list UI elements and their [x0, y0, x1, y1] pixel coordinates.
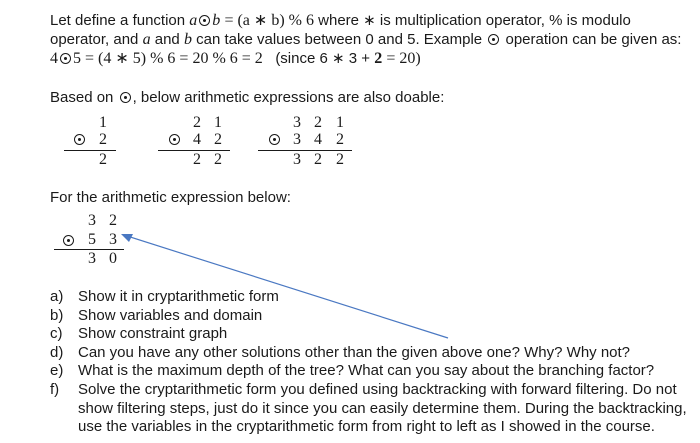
- digit: 2: [109, 212, 117, 229]
- list-item-cont: [50, 418, 655, 437]
- since-text: (since 6 ∗ 3 +: [275, 50, 371, 67]
- digit: 3: [88, 250, 96, 267]
- digit: 3: [293, 114, 301, 131]
- var-b: b: [212, 12, 221, 29]
- list-text: Show variables and domain: [78, 306, 263, 324]
- digit: 2: [99, 131, 107, 148]
- digit: 0: [109, 250, 117, 267]
- digit: 3: [109, 231, 117, 248]
- and-text: and: [154, 31, 180, 48]
- list-label: b): [50, 306, 64, 324]
- digit: 5: [88, 231, 96, 248]
- list-item: [50, 325, 227, 344]
- list-text: What is the maximum depth of the tree? What can you say about the branching factor?: [78, 362, 655, 380]
- based-on-text-2: , below arithmetic expressions are also doable:: [132, 89, 445, 106]
- intro-text-cont: where ∗ is multiplication operator, % is modulo: [318, 12, 631, 29]
- digit: 2: [193, 114, 201, 131]
- intro-text-3: can take values between 0 and 5. Example: [196, 31, 483, 48]
- list-text: Can you have any other solutions other than the given above one? Why? Why not?: [78, 343, 631, 361]
- list-item: [50, 344, 630, 363]
- intro-text: Let define a function: [50, 12, 186, 29]
- digit: 2: [336, 131, 344, 148]
- digit: 4: [193, 131, 201, 148]
- list-item: [50, 381, 677, 400]
- list-item: [50, 362, 654, 381]
- list-text: use the variables in the cryptarithmetic form from right to left as I showed in the course.: [78, 418, 655, 436]
- var-a: a: [189, 12, 198, 29]
- digit: 4: [314, 131, 322, 148]
- list-label: c): [50, 325, 63, 343]
- digit: 1: [99, 114, 107, 131]
- digit: 2: [314, 114, 322, 131]
- list-item: [50, 288, 279, 307]
- list-item: [50, 307, 262, 326]
- digit: 1: [214, 114, 222, 131]
- list-text: Solve the cryptarithmetic form you defined using backtracking with forward filtering. Do not: [78, 381, 677, 398]
- digit: 1: [336, 114, 344, 131]
- digit: 3: [293, 151, 301, 168]
- list-item-cont: [50, 400, 687, 419]
- intro-text-2: operator, and: [50, 31, 139, 48]
- var-a-2: a: [142, 31, 151, 48]
- var-b-2: b: [183, 31, 192, 48]
- list-label: e): [50, 362, 64, 380]
- digit: 2: [99, 151, 107, 168]
- function-definition: = (a ∗ b) % 6: [224, 12, 314, 29]
- list-label: d): [50, 343, 64, 361]
- for-expression-line: For the arithmetic expression below:: [50, 189, 291, 206]
- example-lhs-a: 4: [50, 50, 58, 67]
- digit: 2: [336, 151, 344, 168]
- list-text: show filtering steps, just do it since you can easily determine them. During the backtracking,: [78, 399, 687, 417]
- digit: 2: [193, 151, 201, 168]
- since-end: = 20): [386, 50, 421, 67]
- list-label: f): [50, 381, 60, 398]
- digit: 2: [214, 131, 222, 148]
- list-label: a): [50, 288, 64, 305]
- based-on-text: Based on: [50, 89, 114, 106]
- digit: 3: [293, 131, 301, 148]
- digit: 2: [214, 151, 222, 168]
- list-text: Show it in cryptarithmetic form: [78, 288, 279, 305]
- remainder-bold: 2: [374, 50, 383, 67]
- list-text: Show constraint graph: [78, 325, 228, 343]
- digit: 2: [314, 151, 322, 168]
- intro-text-4: operation can be given as:: [505, 31, 682, 48]
- digit: 3: [88, 212, 96, 229]
- example-equation: 5 = (4 ∗ 5) % 6 = 20 % 6 = 2: [73, 50, 263, 67]
